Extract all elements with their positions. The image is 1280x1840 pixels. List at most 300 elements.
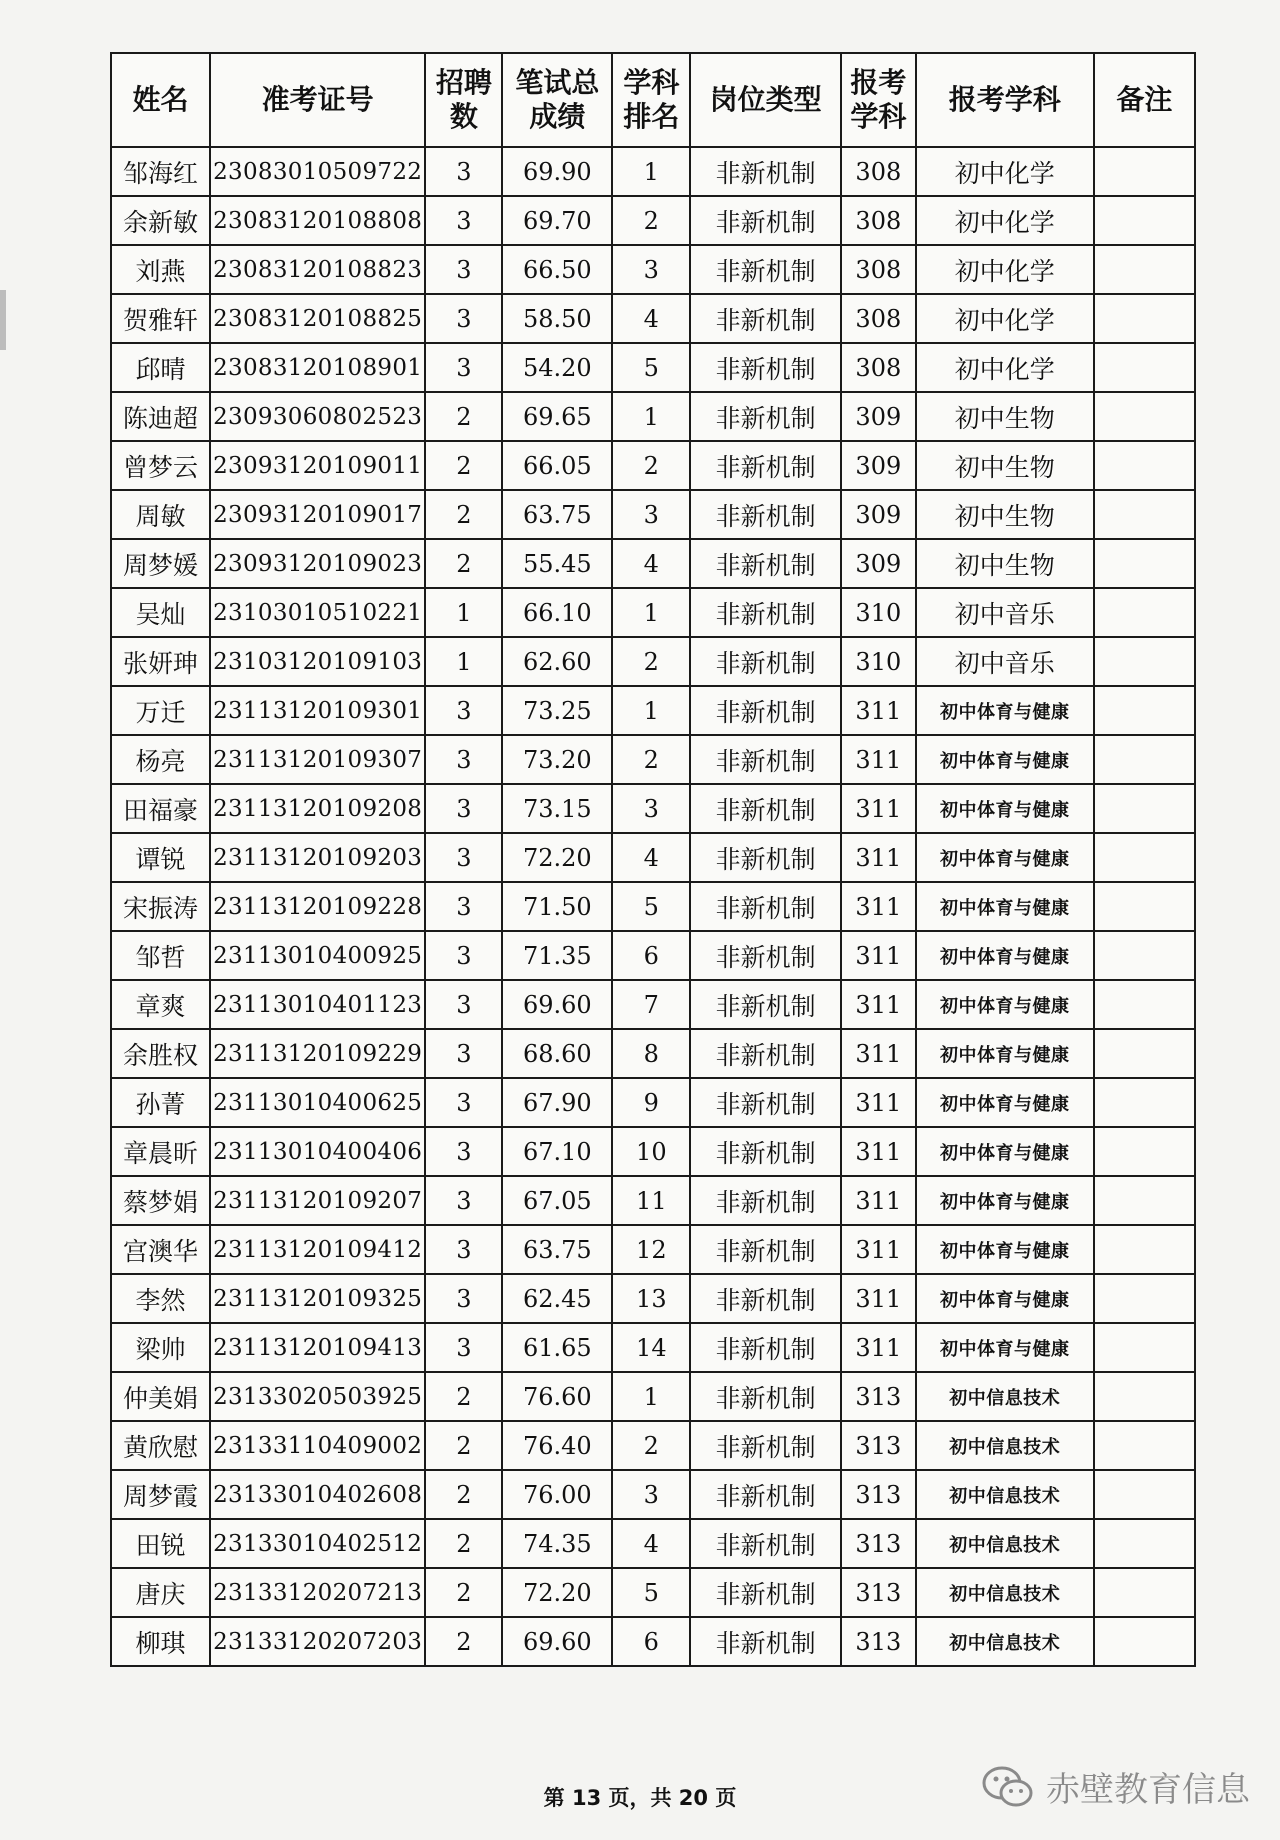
cell-score: 67.05: [502, 1176, 612, 1225]
cell-subject: 初中体育与健康: [916, 1274, 1094, 1323]
cell-post-type: 非新机制: [690, 294, 841, 343]
cell-subject: 初中信息技术: [916, 1519, 1094, 1568]
cell-subject-code: 309: [841, 392, 916, 441]
cell-remarks: [1094, 1617, 1195, 1666]
cell-name: 宫澳华: [111, 1225, 210, 1274]
cell-remarks: [1094, 588, 1195, 637]
cell-post-type: 非新机制: [690, 1029, 841, 1078]
cell-subject-code: 311: [841, 1274, 916, 1323]
cell-subject: 初中体育与健康: [916, 1127, 1094, 1176]
cell-score: 69.65: [502, 392, 612, 441]
cell-name: 章爽: [111, 980, 210, 1029]
cell-subject-code: 308: [841, 343, 916, 392]
scan-edge-mark: [0, 290, 6, 350]
cell-score: 72.20: [502, 1568, 612, 1617]
table-row: [111, 1127, 1195, 1176]
table-row: [111, 1470, 1195, 1519]
cell-remarks: [1094, 882, 1195, 931]
cell-rank: 1: [612, 147, 690, 196]
cell-subject: 初中体育与健康: [916, 882, 1094, 931]
cell-name: 柳琪: [111, 1617, 210, 1666]
cell-score: 73.20: [502, 735, 612, 784]
cell-quota: 1: [425, 588, 502, 637]
cell-rank: 3: [612, 784, 690, 833]
cell-rank: 7: [612, 980, 690, 1029]
cell-name: 陈迪超: [111, 392, 210, 441]
cell-name: 周敏: [111, 490, 210, 539]
cell-score: 69.60: [502, 980, 612, 1029]
table-row: [111, 490, 1195, 539]
cell-subject: 初中体育与健康: [916, 1323, 1094, 1372]
cell-subject: 初中化学: [916, 196, 1094, 245]
cell-exam-id: 23133020503925: [210, 1372, 425, 1421]
cell-remarks: [1094, 1421, 1195, 1470]
cell-remarks: [1094, 147, 1195, 196]
cell-post-type: 非新机制: [690, 931, 841, 980]
cell-subject-code: 311: [841, 1225, 916, 1274]
header-score: 笔试总成绩: [502, 53, 612, 147]
cell-exam-id: 23133010402512: [210, 1519, 425, 1568]
cell-exam-id: 23103010510221: [210, 588, 425, 637]
cell-rank: 5: [612, 1568, 690, 1617]
cell-post-type: 非新机制: [690, 147, 841, 196]
cell-quota: 3: [425, 735, 502, 784]
cell-quota: 3: [425, 833, 502, 882]
cell-exam-id: 23113010400406: [210, 1127, 425, 1176]
cell-quota: 3: [425, 1078, 502, 1127]
cell-score: 71.35: [502, 931, 612, 980]
cell-subject: 初中化学: [916, 147, 1094, 196]
cell-rank: 4: [612, 294, 690, 343]
cell-subject-code: 313: [841, 1519, 916, 1568]
table-row: [111, 1568, 1195, 1617]
cell-remarks: [1094, 1078, 1195, 1127]
cell-exam-id: 23113010400925: [210, 931, 425, 980]
cell-quota: 3: [425, 931, 502, 980]
cell-rank: 3: [612, 490, 690, 539]
cell-post-type: 非新机制: [690, 1127, 841, 1176]
table-row: [111, 1274, 1195, 1323]
cell-quota: 3: [425, 1127, 502, 1176]
cell-subject: 初中体育与健康: [916, 931, 1094, 980]
table-row: [111, 196, 1195, 245]
cell-subject: 初中体育与健康: [916, 686, 1094, 735]
table-row: [111, 1029, 1195, 1078]
cell-exam-id: 23083120108823: [210, 245, 425, 294]
cell-remarks: [1094, 1323, 1195, 1372]
cell-subject: 初中化学: [916, 294, 1094, 343]
cell-quota: 1: [425, 637, 502, 686]
cell-quota: 2: [425, 1568, 502, 1617]
cell-quota: 2: [425, 539, 502, 588]
table-row: [111, 784, 1195, 833]
cell-rank: 8: [612, 1029, 690, 1078]
cell-subject: 初中化学: [916, 245, 1094, 294]
table-row: [111, 343, 1195, 392]
cell-post-type: 非新机制: [690, 833, 841, 882]
cell-quota: 2: [425, 1470, 502, 1519]
table-row: [111, 1372, 1195, 1421]
cell-subject-code: 308: [841, 196, 916, 245]
cell-score: 63.75: [502, 1225, 612, 1274]
cell-name: 余新敏: [111, 196, 210, 245]
cell-exam-id: 23083010509722: [210, 147, 425, 196]
cell-rank: 2: [612, 1421, 690, 1470]
table-row: [111, 980, 1195, 1029]
cell-exam-id: 23113120109203: [210, 833, 425, 882]
cell-subject-code: 311: [841, 833, 916, 882]
cell-remarks: [1094, 196, 1195, 245]
cell-exam-id: 23113120109208: [210, 784, 425, 833]
cell-post-type: 非新机制: [690, 1421, 841, 1470]
cell-name: 邹哲: [111, 931, 210, 980]
header-exam-id: 准考证号: [210, 53, 425, 147]
cell-quota: 2: [425, 1372, 502, 1421]
header-row: [111, 53, 1195, 147]
table-row: [111, 1323, 1195, 1372]
cell-post-type: 非新机制: [690, 588, 841, 637]
table-row: [111, 147, 1195, 196]
cell-subject-code: 311: [841, 931, 916, 980]
cell-subject-code: 313: [841, 1372, 916, 1421]
cell-name: 李然: [111, 1274, 210, 1323]
cell-rank: 13: [612, 1274, 690, 1323]
table-row: [111, 735, 1195, 784]
table-row: [111, 1519, 1195, 1568]
cell-name: 孙菁: [111, 1078, 210, 1127]
cell-quota: 3: [425, 294, 502, 343]
cell-rank: 1: [612, 1372, 690, 1421]
cell-score: 76.60: [502, 1372, 612, 1421]
cell-quota: 2: [425, 392, 502, 441]
cell-exam-id: 23113120109325: [210, 1274, 425, 1323]
cell-rank: 2: [612, 735, 690, 784]
cell-exam-id: 23113120109412: [210, 1225, 425, 1274]
cell-subject: 初中体育与健康: [916, 1029, 1094, 1078]
cell-subject-code: 309: [841, 490, 916, 539]
cell-score: 69.70: [502, 196, 612, 245]
cell-subject-code: 310: [841, 588, 916, 637]
cell-name: 邱晴: [111, 343, 210, 392]
cell-subject: 初中体育与健康: [916, 1176, 1094, 1225]
table-row: [111, 539, 1195, 588]
cell-name: 仲美娟: [111, 1372, 210, 1421]
cell-score: 54.20: [502, 343, 612, 392]
cell-subject: 初中生物: [916, 490, 1094, 539]
cell-remarks: [1094, 637, 1195, 686]
header-post-type: 岗位类型: [690, 53, 841, 147]
cell-subject: 初中生物: [916, 441, 1094, 490]
cell-rank: 1: [612, 392, 690, 441]
table-row: [111, 441, 1195, 490]
cell-exam-id: 23133120207203: [210, 1617, 425, 1666]
table-row: [111, 637, 1195, 686]
cell-score: 73.25: [502, 686, 612, 735]
cell-quota: 3: [425, 1225, 502, 1274]
header-remarks: 备注: [1094, 53, 1195, 147]
cell-name: 章晨昕: [111, 1127, 210, 1176]
cell-quota: 3: [425, 1274, 502, 1323]
table-row: [111, 1421, 1195, 1470]
cell-rank: 1: [612, 588, 690, 637]
cell-rank: 4: [612, 833, 690, 882]
header-name: 姓名: [111, 53, 210, 147]
cell-post-type: 非新机制: [690, 637, 841, 686]
cell-score: 73.15: [502, 784, 612, 833]
cell-exam-id: 23133110409002: [210, 1421, 425, 1470]
cell-remarks: [1094, 1274, 1195, 1323]
table-row: [111, 1078, 1195, 1127]
cell-rank: 11: [612, 1176, 690, 1225]
cell-post-type: 非新机制: [690, 1568, 841, 1617]
cell-post-type: 非新机制: [690, 980, 841, 1029]
cell-post-type: 非新机制: [690, 1323, 841, 1372]
header-quota: 招聘数: [425, 53, 502, 147]
cell-rank: 3: [612, 1470, 690, 1519]
cell-name: 黄欣慰: [111, 1421, 210, 1470]
cell-exam-id: 23113120109307: [210, 735, 425, 784]
table-row: [111, 588, 1195, 637]
cell-name: 谭锐: [111, 833, 210, 882]
cell-score: 55.45: [502, 539, 612, 588]
table-row: [111, 245, 1195, 294]
cell-remarks: [1094, 833, 1195, 882]
cell-quota: 3: [425, 980, 502, 1029]
cell-rank: 1: [612, 686, 690, 735]
cell-remarks: [1094, 1519, 1195, 1568]
cell-rank: 9: [612, 1078, 690, 1127]
cell-rank: 6: [612, 931, 690, 980]
cell-score: 74.35: [502, 1519, 612, 1568]
cell-name: 田锐: [111, 1519, 210, 1568]
page-number: 第 13 页，共 20 页: [543, 1786, 737, 1810]
cell-name: 邹海红: [111, 147, 210, 196]
header-rank: 学科排名: [612, 53, 690, 147]
watermark: [980, 1762, 1250, 1811]
table-row: [111, 686, 1195, 735]
cell-remarks: [1094, 441, 1195, 490]
cell-subject: 初中音乐: [916, 637, 1094, 686]
cell-rank: 12: [612, 1225, 690, 1274]
cell-remarks: [1094, 392, 1195, 441]
cell-remarks: [1094, 1029, 1195, 1078]
cell-subject-code: 311: [841, 882, 916, 931]
cell-name: 贺雅轩: [111, 294, 210, 343]
cell-name: 万迁: [111, 686, 210, 735]
cell-subject: 初中体育与健康: [916, 980, 1094, 1029]
cell-exam-id: 23093120109023: [210, 539, 425, 588]
cell-rank: 4: [612, 1519, 690, 1568]
cell-rank: 10: [612, 1127, 690, 1176]
cell-subject: 初中体育与健康: [916, 1078, 1094, 1127]
cell-quota: 3: [425, 343, 502, 392]
cell-rank: 6: [612, 1617, 690, 1666]
cell-subject-code: 311: [841, 735, 916, 784]
cell-rank: 5: [612, 343, 690, 392]
cell-subject: 初中音乐: [916, 588, 1094, 637]
cell-post-type: 非新机制: [690, 1274, 841, 1323]
cell-exam-id: 23093120109011: [210, 441, 425, 490]
cell-subject-code: 311: [841, 784, 916, 833]
watermark-text: 赤壁教育信息: [1046, 1770, 1250, 1810]
cell-subject: 初中生物: [916, 539, 1094, 588]
cell-subject-code: 311: [841, 1029, 916, 1078]
cell-subject-code: 313: [841, 1421, 916, 1470]
cell-subject-code: 309: [841, 441, 916, 490]
cell-exam-id: 23093120109017: [210, 490, 425, 539]
cell-score: 69.90: [502, 147, 612, 196]
cell-quota: 2: [425, 441, 502, 490]
cell-score: 69.60: [502, 1617, 612, 1666]
cell-name: 杨亮: [111, 735, 210, 784]
cell-subject-code: 311: [841, 1323, 916, 1372]
cell-remarks: [1094, 931, 1195, 980]
cell-subject-code: 309: [841, 539, 916, 588]
cell-post-type: 非新机制: [690, 735, 841, 784]
cell-exam-id: 23103120109103: [210, 637, 425, 686]
cell-remarks: [1094, 1127, 1195, 1176]
cell-rank: 2: [612, 637, 690, 686]
cell-quota: 2: [425, 490, 502, 539]
cell-subject-code: 311: [841, 1078, 916, 1127]
cell-subject: 初中体育与健康: [916, 735, 1094, 784]
wechat-icon: [980, 1763, 1036, 1811]
cell-exam-id: 23113120109413: [210, 1323, 425, 1372]
table-row: [111, 294, 1195, 343]
cell-quota: 3: [425, 686, 502, 735]
cell-subject-code: 310: [841, 637, 916, 686]
cell-remarks: [1094, 1470, 1195, 1519]
cell-subject-code: 308: [841, 245, 916, 294]
cell-exam-id: 23083120108901: [210, 343, 425, 392]
cell-subject-code: 308: [841, 147, 916, 196]
cell-remarks: [1094, 539, 1195, 588]
cell-subject-code: 311: [841, 1176, 916, 1225]
cell-remarks: [1094, 1176, 1195, 1225]
cell-subject: 初中体育与健康: [916, 784, 1094, 833]
cell-post-type: 非新机制: [690, 392, 841, 441]
cell-post-type: 非新机制: [690, 1176, 841, 1225]
cell-subject: 初中信息技术: [916, 1617, 1094, 1666]
cell-post-type: 非新机制: [690, 1519, 841, 1568]
cell-exam-id: 23083120108825: [210, 294, 425, 343]
cell-post-type: 非新机制: [690, 490, 841, 539]
cell-score: 62.45: [502, 1274, 612, 1323]
cell-post-type: 非新机制: [690, 1372, 841, 1421]
cell-subject: 初中信息技术: [916, 1421, 1094, 1470]
cell-score: 76.40: [502, 1421, 612, 1470]
cell-name: 唐庆: [111, 1568, 210, 1617]
table-row: [111, 1617, 1195, 1666]
cell-score: 58.50: [502, 294, 612, 343]
cell-remarks: [1094, 686, 1195, 735]
cell-subject: 初中信息技术: [916, 1372, 1094, 1421]
cell-subject-code: 308: [841, 294, 916, 343]
cell-score: 62.60: [502, 637, 612, 686]
cell-score: 66.50: [502, 245, 612, 294]
cell-subject-code: 311: [841, 1127, 916, 1176]
cell-score: 66.05: [502, 441, 612, 490]
cell-exam-id: 23113120109229: [210, 1029, 425, 1078]
cell-exam-id: 23113120109301: [210, 686, 425, 735]
cell-exam-id: 23133120207213: [210, 1568, 425, 1617]
cell-remarks: [1094, 1568, 1195, 1617]
cell-exam-id: 23093060802523: [210, 392, 425, 441]
table-row: [111, 1225, 1195, 1274]
cell-subject-code: 313: [841, 1617, 916, 1666]
cell-remarks: [1094, 980, 1195, 1029]
cell-post-type: 非新机制: [690, 441, 841, 490]
cell-score: 67.90: [502, 1078, 612, 1127]
cell-subject: 初中体育与健康: [916, 1225, 1094, 1274]
cell-name: 田福豪: [111, 784, 210, 833]
cell-remarks: [1094, 294, 1195, 343]
cell-quota: 2: [425, 1617, 502, 1666]
cell-post-type: 非新机制: [690, 196, 841, 245]
cell-remarks: [1094, 784, 1195, 833]
cell-score: 66.10: [502, 588, 612, 637]
cell-rank: 2: [612, 196, 690, 245]
cell-quota: 3: [425, 882, 502, 931]
header-subject: 报考学科: [916, 53, 1094, 147]
cell-rank: 4: [612, 539, 690, 588]
cell-score: 68.60: [502, 1029, 612, 1078]
cell-post-type: 非新机制: [690, 245, 841, 294]
cell-score: 71.50: [502, 882, 612, 931]
cell-name: 宋振涛: [111, 882, 210, 931]
cell-name: 周梦霞: [111, 1470, 210, 1519]
cell-post-type: 非新机制: [690, 1225, 841, 1274]
cell-quota: 2: [425, 1421, 502, 1470]
cell-remarks: [1094, 245, 1195, 294]
cell-remarks: [1094, 1372, 1195, 1421]
cell-subject: 初中信息技术: [916, 1568, 1094, 1617]
cell-quota: 3: [425, 784, 502, 833]
cell-remarks: [1094, 490, 1195, 539]
cell-name: 刘燕: [111, 245, 210, 294]
cell-rank: 2: [612, 441, 690, 490]
cell-name: 梁帅: [111, 1323, 210, 1372]
cell-subject: 初中生物: [916, 392, 1094, 441]
cell-score: 61.65: [502, 1323, 612, 1372]
cell-exam-id: 23113120109228: [210, 882, 425, 931]
cell-score: 67.10: [502, 1127, 612, 1176]
table-row: [111, 392, 1195, 441]
cell-exam-id: 23113010401123: [210, 980, 425, 1029]
cell-name: 余胜权: [111, 1029, 210, 1078]
score-table: [110, 52, 1196, 1667]
cell-subject-code: 311: [841, 980, 916, 1029]
cell-quota: 3: [425, 245, 502, 294]
cell-name: 曾梦云: [111, 441, 210, 490]
cell-exam-id: 23113010400625: [210, 1078, 425, 1127]
cell-score: 72.20: [502, 833, 612, 882]
cell-remarks: [1094, 343, 1195, 392]
cell-name: 蔡梦娟: [111, 1176, 210, 1225]
cell-post-type: 非新机制: [690, 539, 841, 588]
cell-post-type: 非新机制: [690, 882, 841, 931]
cell-name: 张妍珅: [111, 637, 210, 686]
cell-name: 周梦媛: [111, 539, 210, 588]
cell-subject: 初中信息技术: [916, 1470, 1094, 1519]
cell-subject-code: 313: [841, 1568, 916, 1617]
cell-score: 76.00: [502, 1470, 612, 1519]
cell-remarks: [1094, 735, 1195, 784]
cell-post-type: 非新机制: [690, 1617, 841, 1666]
cell-post-type: 非新机制: [690, 1470, 841, 1519]
cell-quota: 3: [425, 147, 502, 196]
cell-rank: 3: [612, 245, 690, 294]
